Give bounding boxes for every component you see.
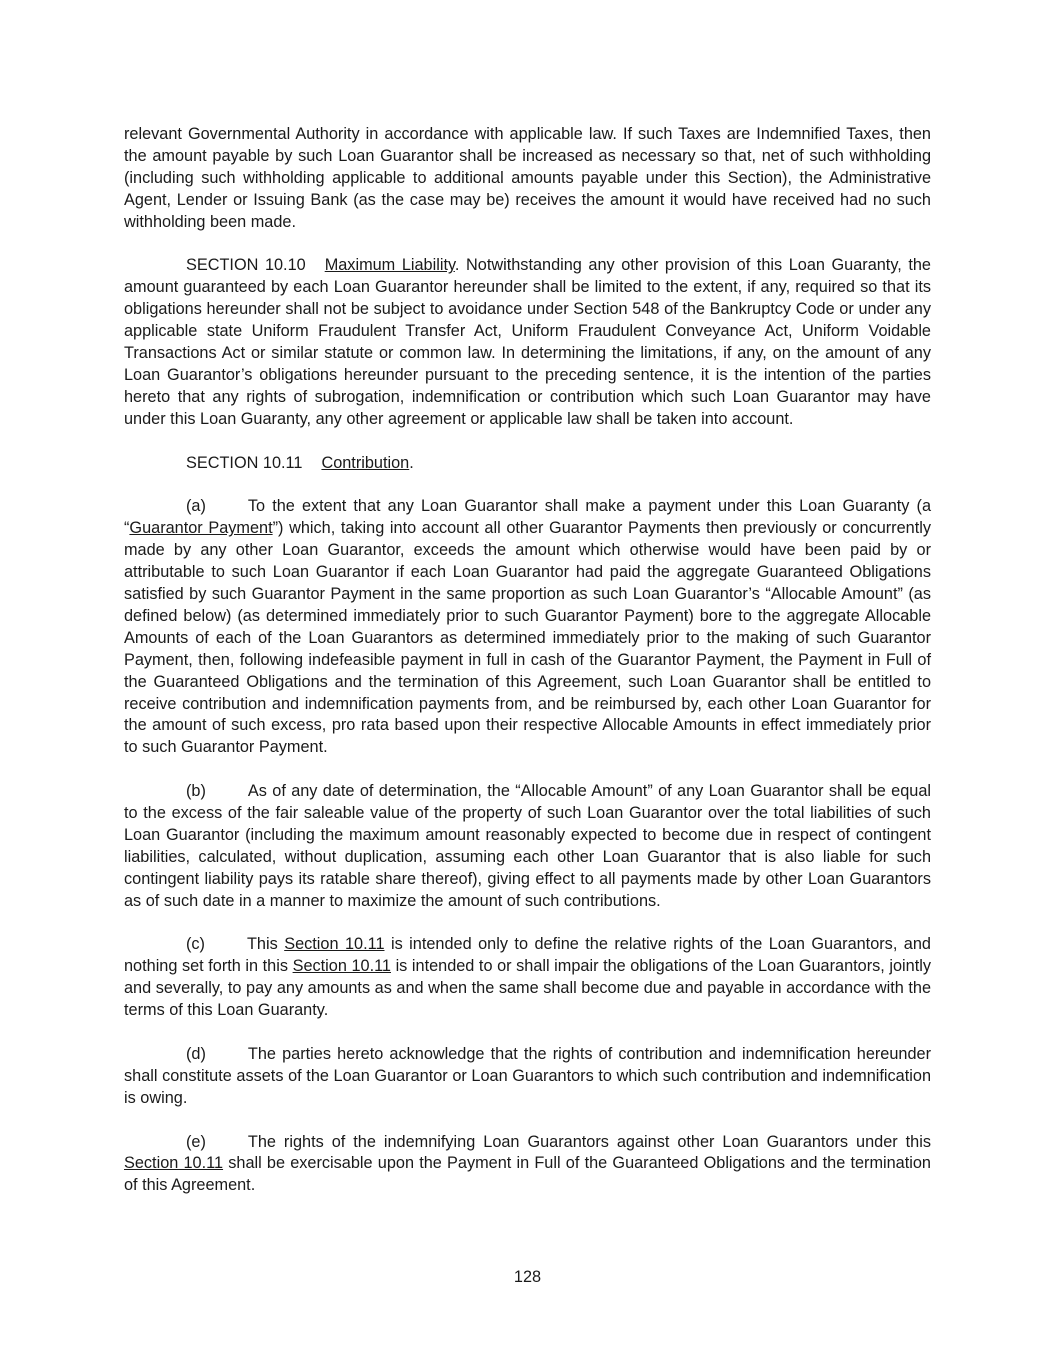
section-heading: Maximum Liability	[324, 256, 455, 275]
clause-text: To the extent that any Loan Guarantor shall make a payment under this Loan Guaranty (a “	[124, 497, 931, 538]
document-body	[124, 124, 931, 1219]
clause-e	[124, 1132, 931, 1198]
paragraph-text: relevant Governmental Authority in accordance with applicable law. If such Taxes are Indemnified Taxes, then the amount payable by such Loan Guarantor shall be increased as necessary so that, net of such withholding (including such withholding applicable to additional amounts payable under this Section), the Administrative Agent, Lender or Issuing Bank (as the case may be) receives the amount it would have received had no such withholding been made.	[124, 125, 931, 231]
clause-text: As of any date of determination, the “Allocable Amount” of any Loan Guarantor shall be equal to the excess of the fair saleable value of the property of such Loan Guarantor over the total liabilities of such Loan Guarantor (including the maximum amount reasonably expected to become due in respect of contingent liabilities, calculated, without duplication, assuming each other Loan Guarantor that is also liable for such contingent liability pays its ratable share thereof), giving effect to all payments made by other Loan Guarantors as of such date in a manner to maximize the amount of such contributions.	[124, 782, 931, 910]
paragraph-continuation	[124, 124, 931, 234]
clause-label: (c)	[186, 935, 205, 954]
clause-text: This	[246, 935, 285, 954]
clause-label: (b)	[186, 782, 206, 801]
clause-text: is intended to or shall impair the obligations of the Loan Guarantors, jointly and severally, to pay any amounts as and when the same shall become due and payable in accordance with the terms of this Loan Guaranty.	[124, 957, 932, 1020]
section-number: SECTION 10.11	[186, 453, 303, 472]
section-reference: Section 10.11	[284, 935, 385, 954]
section-heading: Contribution	[321, 453, 410, 472]
clause-text: The parties hereto acknowledge that the rights of contribution and indemnification hereunder shall constitute assets of the Loan Guarantor or Loan Guarantors to which such contribution and indemnification is owing.	[124, 1044, 931, 1107]
clause-a	[124, 496, 931, 759]
clause-label: (d)	[186, 1044, 206, 1063]
clause-label: (e)	[186, 1132, 206, 1151]
defined-term: Guarantor Payment	[129, 519, 273, 538]
page-number: 128	[513, 1268, 542, 1286]
clause-text: ”) which, taking into account all other Guarantor Payments then previously or concurrently made by any other Loan Guarantor, exceeds the amount which otherwise would have been paid by or attributable to such Loan Guarantor if each Loan Guarantor had paid the aggregate Guaranteed Obligations satisfied by such Guarantor Payment in the same proportion as such Loan Guarantor’s “Allocable Amount” (as defined below) (as determined immediately prior to such Guarantor Payment) bore to the aggregate Allocable Amounts of each of the Loan Guarantors as determined immediately prior to the making of such Guarantor Payment, then, following indefeasible payment in full in cash of the Guarantor Payment, the Payment in Full of the Guaranteed Obligations and the termination of this Agreement, such Loan Guarantor shall be entitled to receive contribution and indemnification payments from, and be reimbursed by, each other Loan Guarantor for the amount of such excess, pro rata based upon their respective Allocable Amounts in effect immediately prior to such Guarantor Payment.	[124, 519, 931, 757]
section-10-10: SECTION 10.10 Maximum Liability. Notwithstanding any other provision of this Loan Guaranty, the amount guaranteed by each Loan Guarantor hereunder shall be limited to the extent, if any, required so that its obligations hereunder shall not be subject to avoidance under Section 548 of the Bankruptcy Code or under any applicable state Uniform Fraudulent Transfer Act, Uniform Fraudulent Conveyance Act, Uniform Voidable Transactions Act or similar statute or common law. In determining the limitations, if any, on the amount of any Loan Guarantor’s obligations hereunder pursuant to the preceding sentence, it is the intention of the parties hereto that any rights of subrogation, indemnification or contribution which such Loan Guarantor may have under this Loan Guaranty, any other agreement or applicable law shall be taken into account.	[124, 256, 931, 428]
section-reference: Section 10.11	[292, 957, 391, 976]
clause-text: shall be exercisable upon the Payment in Full of the Guaranteed Obligations and the termination of this Agreement.	[124, 1154, 931, 1195]
clause-text: is intended only to define the relative rights of the Loan Guarantors, and nothing set forth in this	[124, 935, 931, 976]
section-text: Notwithstanding any other provision of this Loan Guaranty, the amount guaranteed by each Loan Guarantor hereunder shall be limited to the extent, if any, required so that its obligations hereunder shall not be subject to avoidance under Section 548 of the Bankruptcy Code or under any applicable state Uniform Fraudulent Transfer Act, Uniform Fraudulent Conveyance Act, Uniform Voidable Transactions Act or similar statute or common law. In determining the limitations, if any, on the amount of any Loan Guarantor’s obligations hereunder pursuant to the preceding sentence, it is the intention of the parties hereto that any rights of subrogation, indemnification or contribution which such Loan Guarantor may have under this Loan Guaranty, any other agreement or applicable law shall be taken into account.	[124, 256, 931, 428]
clause-text: The rights of the indemnifying Loan Guarantors against other Loan Guarantors under this	[247, 1132, 931, 1151]
section-reference: Section 10.11	[124, 1154, 224, 1173]
section-10-11: SECTION 10.11 Contribution.	[186, 453, 414, 472]
clause-label: (a)	[186, 497, 206, 516]
section-number: SECTION 10.10	[186, 256, 306, 275]
clause-b	[124, 781, 931, 912]
clause-d	[124, 1044, 931, 1110]
clause-c	[124, 934, 931, 1022]
